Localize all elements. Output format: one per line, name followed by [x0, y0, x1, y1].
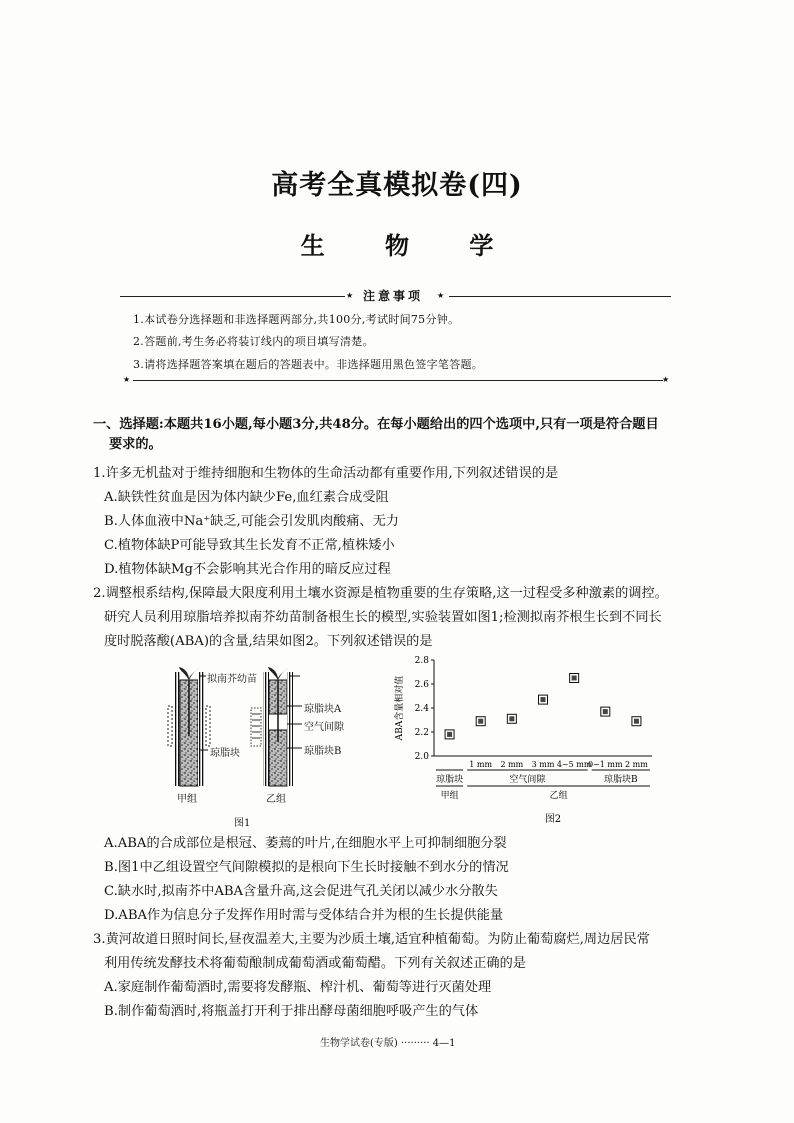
notice-rule-bottom: [133, 380, 663, 381]
section-heading: [93, 415, 659, 455]
notice-item-2: 2.答题前,考生务必将装订线内的项目填写清楚。: [133, 335, 374, 348]
question-3-stem-line1: 3.黄河故道日照时间长,昼夜温差大,主要为沙质土壤,适宜种植葡萄。为防止葡萄腐烂,周边居民常: [93, 932, 650, 947]
data-point-fill: [634, 719, 639, 724]
data-point-fill: [603, 709, 608, 714]
super-label: 乙组: [549, 791, 568, 801]
data-point-fill: [572, 676, 577, 681]
x-tick-label: 4~5 mm: [556, 760, 592, 769]
label-agar-a: 琼脂块A: [304, 704, 342, 715]
subject-title: 生 物 学: [300, 231, 520, 260]
question-1-option-d: D.植物体缺Mg不会影响其光合作用的暗反应过程: [104, 562, 391, 577]
question-2-option-b: B.图1中乙组设置空气间隙模拟的是根向下生长时接触不到水分的情况: [104, 860, 509, 875]
group-label: 琼脂块B: [604, 775, 638, 785]
y-tick-label: 2.2: [414, 728, 429, 738]
x-tick-label: 0~1 mm: [587, 760, 623, 769]
question-2-option-d: D.ABA作为信息分子发挥作用时需与受体结合并为根的生长提供能量: [104, 908, 504, 923]
notice-item-1: 1.本试卷分选择题和非选择题两部分,共100分,考试时间75分钟。: [133, 313, 460, 326]
notice-rule-top-left: [120, 296, 345, 297]
question-1-option-c: C.植物体缺P可能导致其生长发育不正常,植株矮小: [104, 538, 395, 553]
question-3-stem-line2: 利用传统发酵技术将葡萄酿制成葡萄酒或葡萄醋。下列有关叙述正确的是: [104, 956, 526, 971]
figure-2-caption: 图2: [544, 814, 562, 825]
label-agar-b: 琼脂块B: [304, 746, 342, 757]
section-heading-line1: 一、选择题:本题共16小题,每小题3分,共48分。在每小题给出的四个选项中,只有一项是符合题目: [93, 417, 659, 432]
footer-page: 4—1: [432, 1038, 456, 1049]
x-tick-label: 2 mm: [625, 760, 648, 769]
question-1-option-b: B.人体血液中Na⁺缺乏,可能会引发肌肉酸痛、无力: [104, 514, 399, 529]
x-tick-label: 1 mm: [469, 760, 493, 769]
star-icon: ★: [662, 375, 670, 384]
figure-1-caption: 图1: [234, 818, 251, 829]
label-group-jia: 甲组: [177, 794, 197, 805]
exam-title: 高考全真模拟卷(四): [271, 170, 523, 201]
y-tick-label: 2.0: [414, 752, 429, 762]
data-point-fill: [541, 697, 546, 702]
notice-title: 注意事项: [363, 289, 424, 303]
question-3-option-b: B.制作葡萄酒时,将瓶盖打开利于排出酵母菌细胞呼吸产生的气体: [104, 1004, 479, 1019]
footer: [320, 1034, 456, 1049]
label-air-gap: 空气间隙: [304, 722, 344, 733]
notice-rule-top-right: [449, 296, 671, 297]
y-tick-label: 2.4: [414, 704, 429, 714]
label-seedling: 拟南芥幼苗: [207, 674, 257, 685]
data-point-fill: [478, 719, 483, 724]
question-2-option-a: A.ABA的合成部位是根冠、萎蔫的叶片,在细胞水平上可抑制细胞分裂: [104, 836, 507, 851]
x-tick-label: 2 mm: [500, 760, 524, 769]
question-2-stem-line3: 度时脱落酸(ABA)的含量,结果如图2。下列叙述错误的是: [104, 634, 433, 649]
label-agar: 琼脂块: [210, 748, 240, 759]
group-label: 空气间隙: [509, 775, 546, 785]
question-2-option-c: C.缺水时,拟南芥中ABA含量升高,这会促进气孔关闭以减少水分散失: [104, 884, 498, 899]
star-icon: ★: [437, 291, 445, 300]
x-tick-label: 3 mm: [531, 760, 555, 769]
notice-item-3: 3.请将选择题答案填在题后的答题表中。非选择题用黑色签字笔答题。: [133, 358, 484, 371]
label-group-yi: 乙组: [266, 794, 286, 805]
question-1-stem: 1.许多无机盐对于维持细胞和生物体的生命活动都有重要作用,下列叙述错误的是: [93, 466, 559, 481]
question-2-stem-line1: 2.调整根系结构,保障最大限度利用土壤水资源是植物重要的生存策略,这一过程受多种激素的调控。: [93, 586, 668, 601]
data-point-fill: [447, 732, 452, 737]
data-point-fill: [509, 716, 514, 721]
y-tick-label: 2.6: [414, 680, 429, 690]
question-1-option-a: A.缺铁性贫血是因为体内缺少Fe,血红素合成受阻: [104, 490, 389, 505]
star-icon: ★: [346, 291, 354, 300]
footer-dots: ·········: [401, 1038, 430, 1049]
super-label: 甲组: [440, 791, 459, 801]
question-3-option-a: A.家庭制作葡萄酒时,需要将发酵瓶、榨汁机、葡萄等进行灭菌处理: [104, 980, 492, 995]
group-yi-apparatus: [251, 667, 293, 786]
y-tick-label: 2.8: [414, 656, 429, 666]
footer-text: 生物学试卷(专版): [320, 1038, 398, 1049]
group-label: 琼脂块: [436, 775, 464, 785]
section-heading-line2: 要求的。: [109, 437, 162, 452]
y-axis-label: ABA含量相对值: [395, 675, 405, 741]
star-icon: ★: [123, 375, 131, 384]
group-jia-apparatus: [168, 667, 210, 786]
question-2-stem-line2: 研究人员利用琼脂培养拟南芥幼苗制备根生长的模型,实验装置如图1;检测拟南芥根生长到不同长: [104, 610, 662, 625]
figure-2-chart: [390, 650, 660, 830]
